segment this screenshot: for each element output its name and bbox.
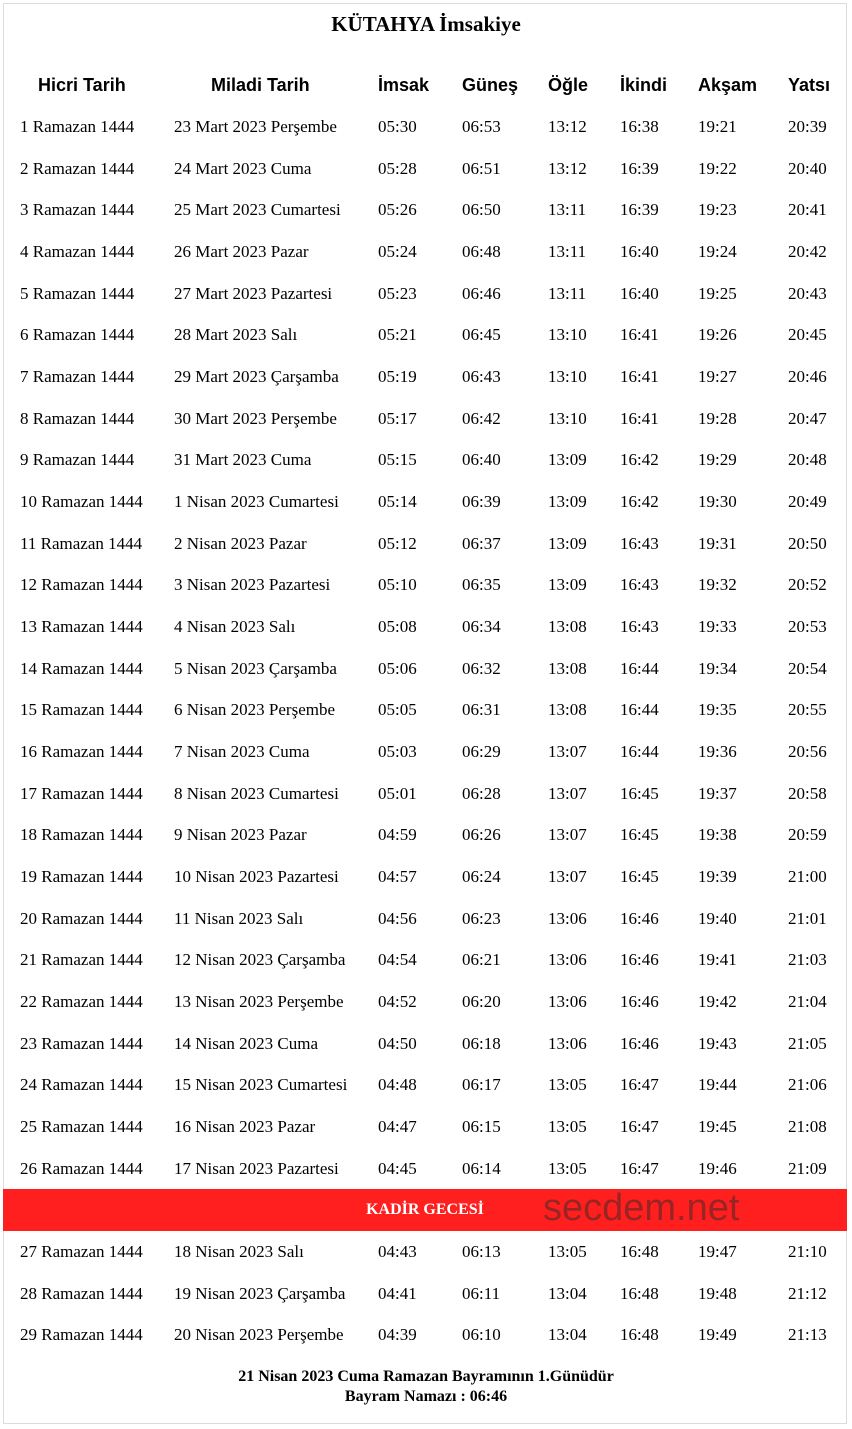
cell-aksam: 19:39 — [698, 866, 737, 886]
cell-ogle: 13:09 — [548, 450, 587, 470]
cell-aksam: 19:21 — [698, 117, 737, 136]
cell-ikindi: 16:40 — [620, 283, 659, 303]
cell-ogle: 13:10 — [548, 408, 587, 428]
bayram-namazi: Bayram Namazı : 06:46 — [344, 1388, 508, 1405]
cell-ogle: 13:11 — [548, 241, 587, 261]
cell-ogle: 13:04 — [548, 1283, 587, 1303]
cell-imsak: 05:21 — [378, 325, 417, 345]
table-row — [0, 1117, 852, 1141]
cell-miladi: 10 Nisan 2023 Pazartesi — [174, 866, 339, 886]
cell-imsak: 04:57 — [378, 866, 417, 886]
cell-imsak: 04:47 — [378, 1116, 417, 1136]
cell-ikindi: 16:39 — [620, 200, 659, 220]
cell-ikindi: 16:47 — [620, 1116, 659, 1136]
cell-hicri: 2 Ramazan 1444 — [20, 158, 135, 178]
cell-ogle: 13:05 — [548, 1242, 587, 1261]
cell-aksam: 19:24 — [698, 241, 737, 261]
cell-miladi: 7 Nisan 2023 Cuma — [174, 741, 310, 761]
cell-ogle: 13:06 — [548, 1033, 587, 1053]
cell-yatsi: 21:06 — [788, 1075, 827, 1095]
cell-aksam: 19:38 — [698, 825, 737, 845]
cell-ikindi: 16:46 — [620, 991, 659, 1011]
cell-gunes: 06:43 — [462, 366, 501, 386]
cell-miladi: 9 Nisan 2023 Pazar — [174, 825, 307, 845]
cell-yatsi: 20:49 — [788, 491, 827, 511]
cell-miladi: 4 Nisan 2023 Salı — [174, 616, 296, 636]
cell-aksam: 19:34 — [698, 658, 737, 678]
cell-gunes: 06:46 — [462, 283, 501, 303]
cell-yatsi: 20:52 — [788, 575, 827, 595]
cell-gunes: 06:21 — [462, 950, 501, 970]
cell-ikindi: 16:46 — [620, 950, 659, 970]
table-row — [0, 1075, 852, 1099]
cell-ogle: 13:04 — [548, 1325, 587, 1345]
cell-gunes: 06:17 — [462, 1075, 501, 1095]
cell-yatsi: 20:42 — [788, 241, 827, 261]
cell-yatsi: 21:00 — [788, 866, 827, 886]
cell-miladi: 30 Mart 2023 Perşembe — [174, 408, 337, 428]
cell-miladi: 29 Mart 2023 Çarşamba — [174, 366, 339, 386]
cell-ikindi: 16:44 — [620, 658, 659, 678]
cell-gunes: 06:31 — [462, 700, 501, 720]
table-row — [0, 409, 852, 433]
cell-imsak: 05:14 — [378, 491, 417, 511]
cell-yatsi: 20:46 — [788, 366, 827, 386]
cell-ogle: 13:12 — [548, 158, 587, 178]
cell-hicri: 4 Ramazan 1444 — [20, 241, 135, 261]
cell-gunes: 06:48 — [462, 241, 501, 261]
cell-aksam: 19:36 — [698, 741, 737, 761]
cell-aksam: 19:31 — [698, 533, 737, 553]
cell-hicri: 11 Ramazan 1444 — [20, 533, 143, 553]
cell-gunes: 06:35 — [462, 575, 501, 595]
cell-aksam: 19:32 — [698, 575, 737, 595]
cell-ogle: 13:05 — [548, 1116, 587, 1136]
cell-ikindi: 16:46 — [620, 1033, 659, 1053]
cell-yatsi: 20:41 — [788, 200, 827, 220]
cell-hicri: 28 Ramazan 1444 — [20, 1283, 143, 1303]
cell-miladi: 23 Mart 2023 Perşembe — [174, 117, 337, 136]
cell-hicri: 15 Ramazan 1444 — [20, 700, 143, 720]
cell-gunes: 06:51 — [462, 158, 501, 178]
cell-aksam: 19:23 — [698, 200, 737, 220]
cell-miladi: 1 Nisan 2023 Cumartesi — [174, 491, 339, 511]
cell-hicri: 7 Ramazan 1444 — [20, 366, 135, 386]
table-row — [0, 659, 852, 683]
cell-imsak: 05:15 — [378, 450, 417, 470]
col-header-miladi: Miladi Tarih — [211, 75, 310, 95]
cell-aksam: 19:22 — [698, 158, 737, 178]
table-row — [0, 867, 852, 891]
cell-imsak: 04:43 — [378, 1242, 417, 1261]
cell-ogle: 13:07 — [548, 866, 587, 886]
cell-ogle: 13:09 — [548, 575, 587, 595]
cell-yatsi: 21:05 — [788, 1033, 827, 1053]
cell-ikindi: 16:44 — [620, 741, 659, 761]
cell-hicri: 13 Ramazan 1444 — [20, 616, 143, 636]
cell-yatsi: 20:56 — [788, 741, 827, 761]
cell-imsak: 05:10 — [378, 575, 417, 595]
cell-ikindi: 16:43 — [620, 575, 659, 595]
col-header-hicri: Hicri Tarih — [38, 75, 126, 95]
table-row — [0, 825, 852, 849]
cell-hicri: 6 Ramazan 1444 — [20, 325, 135, 345]
cell-yatsi: 20:43 — [788, 283, 827, 303]
cell-yatsi: 20:50 — [788, 533, 827, 553]
cell-gunes: 06:50 — [462, 200, 501, 220]
cell-aksam: 19:25 — [698, 283, 737, 303]
cell-aksam: 19:30 — [698, 491, 737, 511]
cell-ikindi: 16:44 — [620, 700, 659, 720]
cell-ogle: 13:07 — [548, 783, 587, 803]
cell-imsak: 05:30 — [378, 117, 417, 136]
cell-ikindi: 16:41 — [620, 408, 659, 428]
cell-imsak: 04:54 — [378, 950, 417, 970]
table-row — [0, 784, 852, 808]
cell-gunes: 06:34 — [462, 616, 501, 636]
table-row — [0, 534, 852, 558]
cell-gunes: 06:18 — [462, 1033, 501, 1053]
cell-ogle: 13:06 — [548, 991, 587, 1011]
table-row — [0, 284, 852, 308]
cell-hicri: 8 Ramazan 1444 — [20, 408, 135, 428]
cell-gunes: 06:11 — [462, 1283, 501, 1303]
cell-ikindi: 16:40 — [620, 241, 659, 261]
cell-yatsi: 20:59 — [788, 825, 827, 845]
cell-yatsi: 20:55 — [788, 700, 827, 720]
cell-hicri: 29 Ramazan 1444 — [20, 1325, 143, 1345]
cell-ikindi: 16:48 — [620, 1325, 659, 1345]
cell-miladi: 5 Nisan 2023 Çarşamba — [174, 658, 337, 678]
cell-ogle: 13:11 — [548, 283, 587, 303]
table-row — [0, 325, 852, 349]
cell-ikindi: 16:46 — [620, 908, 659, 928]
cell-ogle: 13:08 — [548, 616, 587, 636]
col-header-gunes: Güneş — [462, 75, 519, 95]
cell-aksam: 19:42 — [698, 991, 737, 1011]
cell-gunes: 06:24 — [462, 866, 501, 886]
cell-ogle: 13:10 — [548, 325, 587, 345]
cell-hicri: 21 Ramazan 1444 — [20, 950, 143, 970]
cell-miladi: 26 Mart 2023 Pazar — [174, 241, 309, 261]
table-row — [0, 700, 852, 724]
cell-miladi: 17 Nisan 2023 Pazartesi — [174, 1158, 339, 1178]
table-row — [0, 575, 852, 599]
cell-ikindi: 16:47 — [620, 1158, 659, 1178]
cell-imsak: 05:12 — [378, 533, 417, 553]
cell-ikindi: 16:45 — [620, 825, 659, 845]
cell-gunes: 06:42 — [462, 408, 501, 428]
cell-ikindi: 16:48 — [620, 1242, 659, 1261]
table-row — [0, 117, 852, 141]
cell-imsak: 04:50 — [378, 1033, 417, 1053]
cell-hicri: 1 Ramazan 1444 — [20, 117, 135, 136]
table-row — [0, 1325, 852, 1349]
cell-ikindi: 16:42 — [620, 450, 659, 470]
cell-miladi: 28 Mart 2023 Salı — [174, 325, 298, 345]
cell-yatsi: 20:48 — [788, 450, 827, 470]
cell-hicri: 22 Ramazan 1444 — [20, 991, 143, 1011]
cell-imsak: 04:39 — [378, 1325, 417, 1345]
cell-miladi: 15 Nisan 2023 Cumartesi — [174, 1075, 348, 1095]
cell-yatsi: 20:45 — [788, 325, 827, 345]
cell-aksam: 19:28 — [698, 408, 737, 428]
cell-imsak: 05:28 — [378, 158, 417, 178]
cell-imsak: 05:08 — [378, 616, 417, 636]
kadir-gecesi-label: KADİR GECESİ — [366, 1201, 484, 1218]
table-row — [0, 1284, 852, 1308]
cell-miladi: 19 Nisan 2023 Çarşamba — [174, 1283, 346, 1303]
page-title: KÜTAHYA İmsakiye — [331, 12, 521, 36]
cell-yatsi: 21:12 — [788, 1283, 827, 1303]
cell-gunes: 06:40 — [462, 450, 501, 470]
cell-gunes: 06:29 — [462, 741, 501, 761]
cell-aksam: 19:48 — [698, 1283, 737, 1303]
cell-ikindi: 16:47 — [620, 1075, 659, 1095]
cell-miladi: 2 Nisan 2023 Pazar — [174, 533, 307, 553]
cell-miladi: 6 Nisan 2023 Perşembe — [174, 700, 336, 720]
cell-miladi: 14 Nisan 2023 Cuma — [174, 1033, 319, 1053]
cell-hicri: 27 Ramazan 1444 — [20, 1242, 143, 1261]
cell-imsak: 05:03 — [378, 741, 417, 761]
cell-miladi: 12 Nisan 2023 Çarşamba — [174, 950, 346, 970]
table-row — [0, 992, 852, 1016]
cell-yatsi: 21:08 — [788, 1116, 827, 1136]
cell-imsak: 05:06 — [378, 658, 417, 678]
cell-gunes: 06:20 — [462, 991, 501, 1011]
cell-aksam: 19:47 — [698, 1242, 737, 1261]
cell-yatsi: 20:58 — [788, 783, 827, 803]
col-header-ogle: Öğle — [548, 75, 589, 95]
cell-hicri: 20 Ramazan 1444 — [20, 908, 143, 928]
cell-yatsi: 20:53 — [788, 616, 827, 636]
cell-gunes: 06:14 — [462, 1158, 501, 1178]
cell-yatsi: 20:40 — [788, 158, 827, 178]
cell-imsak: 05:01 — [378, 783, 417, 803]
cell-gunes: 06:15 — [462, 1116, 501, 1136]
cell-ogle: 13:08 — [548, 658, 587, 678]
cell-hicri: 12 Ramazan 1444 — [20, 575, 143, 595]
cell-hicri: 16 Ramazan 1444 — [20, 741, 143, 761]
cell-gunes: 06:53 — [462, 117, 501, 136]
cell-yatsi: 20:54 — [788, 658, 827, 678]
cell-imsak: 04:52 — [378, 991, 417, 1011]
cell-miladi: 31 Mart 2023 Cuma — [174, 450, 312, 470]
cell-ogle: 13:05 — [548, 1075, 587, 1095]
cell-yatsi: 20:39 — [788, 117, 827, 136]
cell-hicri: 17 Ramazan 1444 — [20, 783, 143, 803]
cell-ikindi: 16:42 — [620, 491, 659, 511]
col-header-ikindi: İkindi — [620, 75, 668, 95]
cell-ikindi: 16:41 — [620, 366, 659, 386]
cell-aksam: 19:45 — [698, 1116, 737, 1136]
cell-imsak: 04:41 — [378, 1283, 417, 1303]
cell-hicri: 9 Ramazan 1444 — [20, 450, 135, 470]
table-row — [0, 367, 852, 391]
col-header-imsak: İmsak — [378, 75, 430, 95]
cell-imsak: 04:45 — [378, 1158, 417, 1178]
cell-gunes: 06:45 — [462, 325, 501, 345]
cell-aksam: 19:43 — [698, 1033, 737, 1053]
table-row — [0, 450, 852, 474]
table-row — [0, 1242, 852, 1266]
cell-aksam: 19:49 — [698, 1325, 737, 1345]
table-row — [0, 742, 852, 766]
cell-hicri: 14 Ramazan 1444 — [20, 658, 143, 678]
cell-ogle: 13:10 — [548, 366, 587, 386]
cell-miladi: 8 Nisan 2023 Cumartesi — [174, 783, 339, 803]
cell-aksam: 19:29 — [698, 450, 737, 470]
cell-ikindi: 16:39 — [620, 158, 659, 178]
cell-gunes: 06:13 — [462, 1242, 501, 1261]
cell-ikindi: 16:45 — [620, 783, 659, 803]
cell-gunes: 06:26 — [462, 825, 501, 845]
table-row — [0, 200, 852, 224]
table-row — [0, 159, 852, 183]
bayram-note: 21 Nisan 2023 Cuma Ramazan Bayramının 1.Günüdür — [238, 1368, 614, 1385]
cell-aksam: 19:46 — [698, 1158, 737, 1178]
table-row — [0, 492, 852, 516]
table-row — [0, 909, 852, 933]
cell-miladi: 18 Nisan 2023 Salı — [174, 1242, 304, 1261]
cell-ikindi: 16:43 — [620, 533, 659, 553]
cell-miladi: 24 Mart 2023 Cuma — [174, 158, 312, 178]
cell-ogle: 13:11 — [548, 200, 587, 220]
watermark: secdem.net — [543, 1187, 740, 1229]
cell-hicri: 5 Ramazan 1444 — [20, 283, 135, 303]
cell-ikindi: 16:45 — [620, 866, 659, 886]
cell-ogle: 13:08 — [548, 700, 587, 720]
cell-hicri: 10 Ramazan 1444 — [20, 491, 143, 511]
cell-aksam: 19:35 — [698, 700, 737, 720]
cell-gunes: 06:10 — [462, 1325, 501, 1345]
cell-gunes: 06:32 — [462, 658, 501, 678]
cell-imsak: 04:59 — [378, 825, 417, 845]
table-row — [0, 617, 852, 641]
cell-miladi: 16 Nisan 2023 Pazar — [174, 1116, 316, 1136]
cell-ogle: 13:12 — [548, 117, 587, 136]
cell-gunes: 06:28 — [462, 783, 501, 803]
cell-hicri: 23 Ramazan 1444 — [20, 1033, 143, 1053]
cell-yatsi: 21:10 — [788, 1242, 827, 1261]
cell-ogle: 13:06 — [548, 908, 587, 928]
cell-gunes: 06:23 — [462, 908, 501, 928]
cell-ikindi: 16:38 — [620, 117, 659, 136]
table-row — [0, 1034, 852, 1058]
cell-miladi: 25 Mart 2023 Cumartesi — [174, 200, 341, 220]
cell-yatsi: 21:04 — [788, 991, 827, 1011]
cell-ogle: 13:09 — [548, 533, 587, 553]
cell-ogle: 13:05 — [548, 1158, 587, 1178]
cell-hicri: 25 Ramazan 1444 — [20, 1116, 143, 1136]
cell-ogle: 13:09 — [548, 491, 587, 511]
cell-ogle: 13:07 — [548, 741, 587, 761]
cell-aksam: 19:37 — [698, 783, 737, 803]
cell-miladi: 27 Mart 2023 Pazartesi — [174, 283, 333, 303]
cell-aksam: 19:33 — [698, 616, 737, 636]
cell-aksam: 19:40 — [698, 908, 737, 928]
cell-imsak: 05:19 — [378, 366, 417, 386]
table-row — [0, 1159, 852, 1183]
cell-miladi: 13 Nisan 2023 Perşembe — [174, 991, 344, 1011]
cell-yatsi: 21:09 — [788, 1158, 827, 1178]
cell-imsak: 05:24 — [378, 241, 417, 261]
cell-yatsi: 21:03 — [788, 950, 827, 970]
cell-imsak: 05:05 — [378, 700, 417, 720]
cell-ikindi: 16:43 — [620, 616, 659, 636]
cell-aksam: 19:26 — [698, 325, 737, 345]
cell-ogle: 13:06 — [548, 950, 587, 970]
cell-gunes: 06:39 — [462, 491, 501, 511]
cell-ikindi: 16:41 — [620, 325, 659, 345]
cell-imsak: 04:56 — [378, 908, 417, 928]
cell-miladi: 3 Nisan 2023 Pazartesi — [174, 575, 331, 595]
cell-hicri: 3 Ramazan 1444 — [20, 200, 135, 220]
table-row — [0, 242, 852, 266]
cell-yatsi: 21:01 — [788, 908, 827, 928]
cell-ikindi: 16:48 — [620, 1283, 659, 1303]
cell-aksam: 19:41 — [698, 950, 737, 970]
cell-hicri: 19 Ramazan 1444 — [20, 866, 143, 886]
cell-yatsi: 21:13 — [788, 1325, 827, 1345]
cell-imsak: 05:26 — [378, 200, 417, 220]
cell-ogle: 13:07 — [548, 825, 587, 845]
cell-imsak: 05:17 — [378, 408, 417, 428]
col-header-aksam: Akşam — [698, 75, 758, 95]
cell-aksam: 19:27 — [698, 366, 737, 386]
cell-yatsi: 20:47 — [788, 408, 827, 428]
cell-hicri: 26 Ramazan 1444 — [20, 1158, 143, 1178]
cell-hicri: 24 Ramazan 1444 — [20, 1075, 143, 1095]
cell-hicri: 18 Ramazan 1444 — [20, 825, 143, 845]
cell-aksam: 19:44 — [698, 1075, 737, 1095]
cell-miladi: 20 Nisan 2023 Perşembe — [174, 1325, 344, 1345]
cell-miladi: 11 Nisan 2023 Salı — [174, 908, 304, 928]
cell-imsak: 05:23 — [378, 283, 417, 303]
cell-gunes: 06:37 — [462, 533, 501, 553]
cell-imsak: 04:48 — [378, 1075, 417, 1095]
col-header-yatsi: Yatsı — [788, 75, 831, 95]
table-row — [0, 950, 852, 974]
